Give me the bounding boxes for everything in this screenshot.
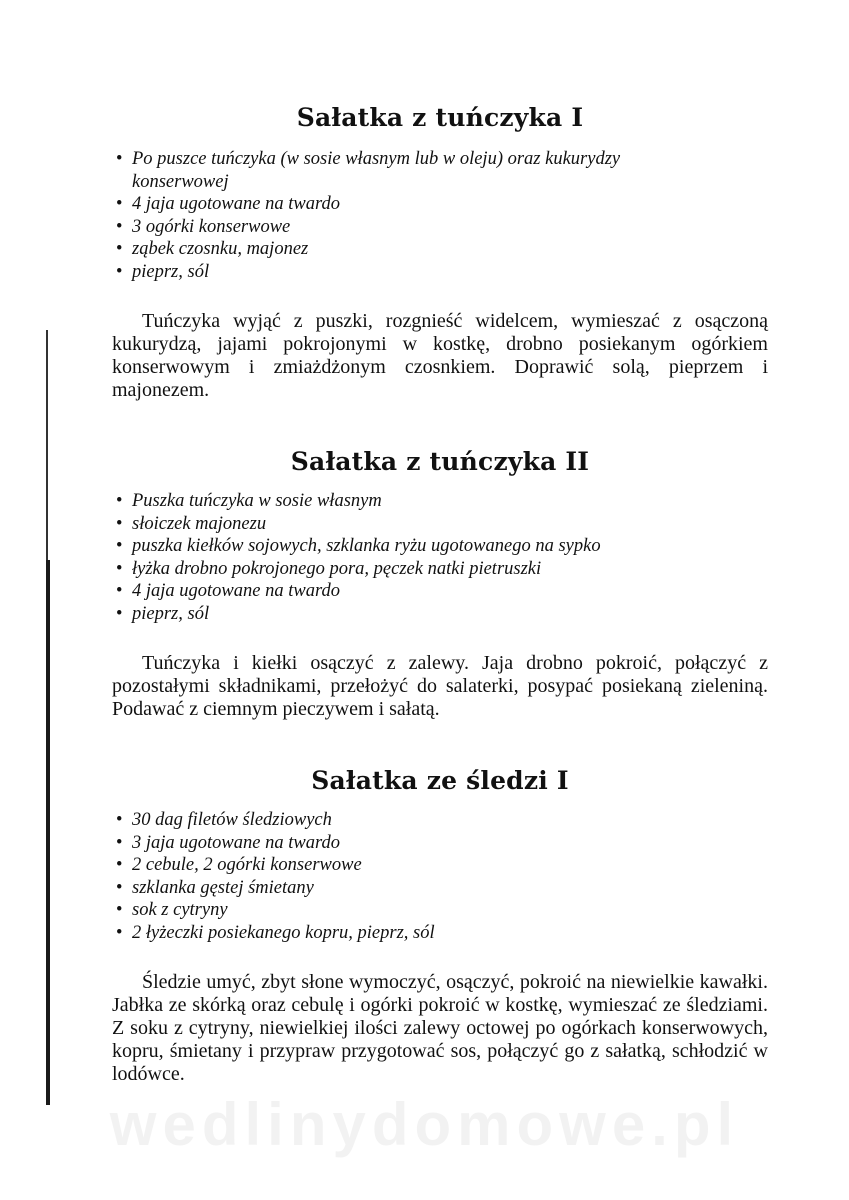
ingredient-item: • Po puszce tuńczyka (w sosie własnym lub w oleju) oraz kukurydzy konserwowej [112, 148, 702, 193]
ingredient-item: • puszka kiełków sojowych, szklanka ryżu ugotowanego na sypko [112, 535, 768, 558]
recipe-instructions: Śledzie umyć, zbyt słone wymoczyć, osączyć, pokroić na niewielkie kawałki. Jabłka ze skórką oraz cebulę i ogórki pokroić w kostkę, wymieszać ze śledziami. Z soku z cytryny, niewielkiej ilości zalewy octowej po ogórkach konserwowych, kopru, śmietany i przypraw przygotować sos, połączyć go z sałatką, schłodzić w lodówce. [112, 970, 768, 1085]
ingredient-item: • 3 jaja ugotowane na twardo [112, 832, 768, 855]
ingredient-item: • pieprz, sól [112, 603, 768, 626]
watermark: wedlinydomowe.pl [109, 1091, 740, 1158]
ingredient-item: • 2 cebule, 2 ogórki konserwowe [112, 854, 768, 877]
recipe-section [112, 765, 768, 1086]
ingredient-list [112, 148, 702, 284]
recipe-title: Sałatka z tuńczyka I [296, 103, 584, 132]
ingredient-item: • 4 jaja ugotowane na twardo [112, 193, 702, 216]
ingredient-item: • słoiczek majonezu [112, 513, 768, 536]
scan-edge-lower [46, 560, 50, 1105]
ingredient-list [112, 809, 768, 945]
recipe-instructions: Tuńczyka i kiełki osączyć z zalewy. Jaja drobno pokroić, połączyć z pozostałymi składnikami, przełożyć do salaterki, posypać posiekaną zieleniną. Podawać z ciemnym pieczywem i sałatą. [112, 651, 768, 720]
recipe-title: Sałatka ze śledzi I [311, 766, 569, 795]
recipe-instructions: Tuńczyka wyjąć z puszki, rozgnieść widelcem, wymieszać z osączoną kukurydzą, jajami pokrojonymi w kostkę, drobno posiekanym ogórkiem konserwowym i zmiażdżonym czosnkiem. Doprawić solą, pieprzem i majonezem. [112, 309, 768, 401]
ingredient-item: • ząbek czosnku, majonez [112, 238, 702, 261]
ingredient-item: • 30 dag filetów śledziowych [112, 809, 768, 832]
ingredient-item: • 3 ogórki konserwowe [112, 216, 702, 239]
ingredient-list [112, 490, 768, 626]
ingredient-item: • 2 łyżeczki posiekanego kopru, pieprz, sól [112, 922, 768, 945]
recipe-section [112, 102, 768, 402]
recipe-section [112, 446, 768, 721]
recipe-title: Sałatka z tuńczyka II [290, 447, 590, 476]
ingredient-item: • łyżka drobno pokrojonego pora, pęczek natki pietruszki [112, 558, 768, 581]
ingredient-item: • szklanka gęstej śmietany [112, 877, 768, 900]
ingredient-item: • pieprz, sól [112, 261, 702, 284]
ingredient-item: • Puszka tuńczyka w sosie własnym [112, 490, 768, 513]
ingredient-item: • sok z cytryny [112, 899, 768, 922]
ingredient-item: • 4 jaja ugotowane na twardo [112, 580, 768, 603]
scan-edge-upper [46, 330, 48, 560]
